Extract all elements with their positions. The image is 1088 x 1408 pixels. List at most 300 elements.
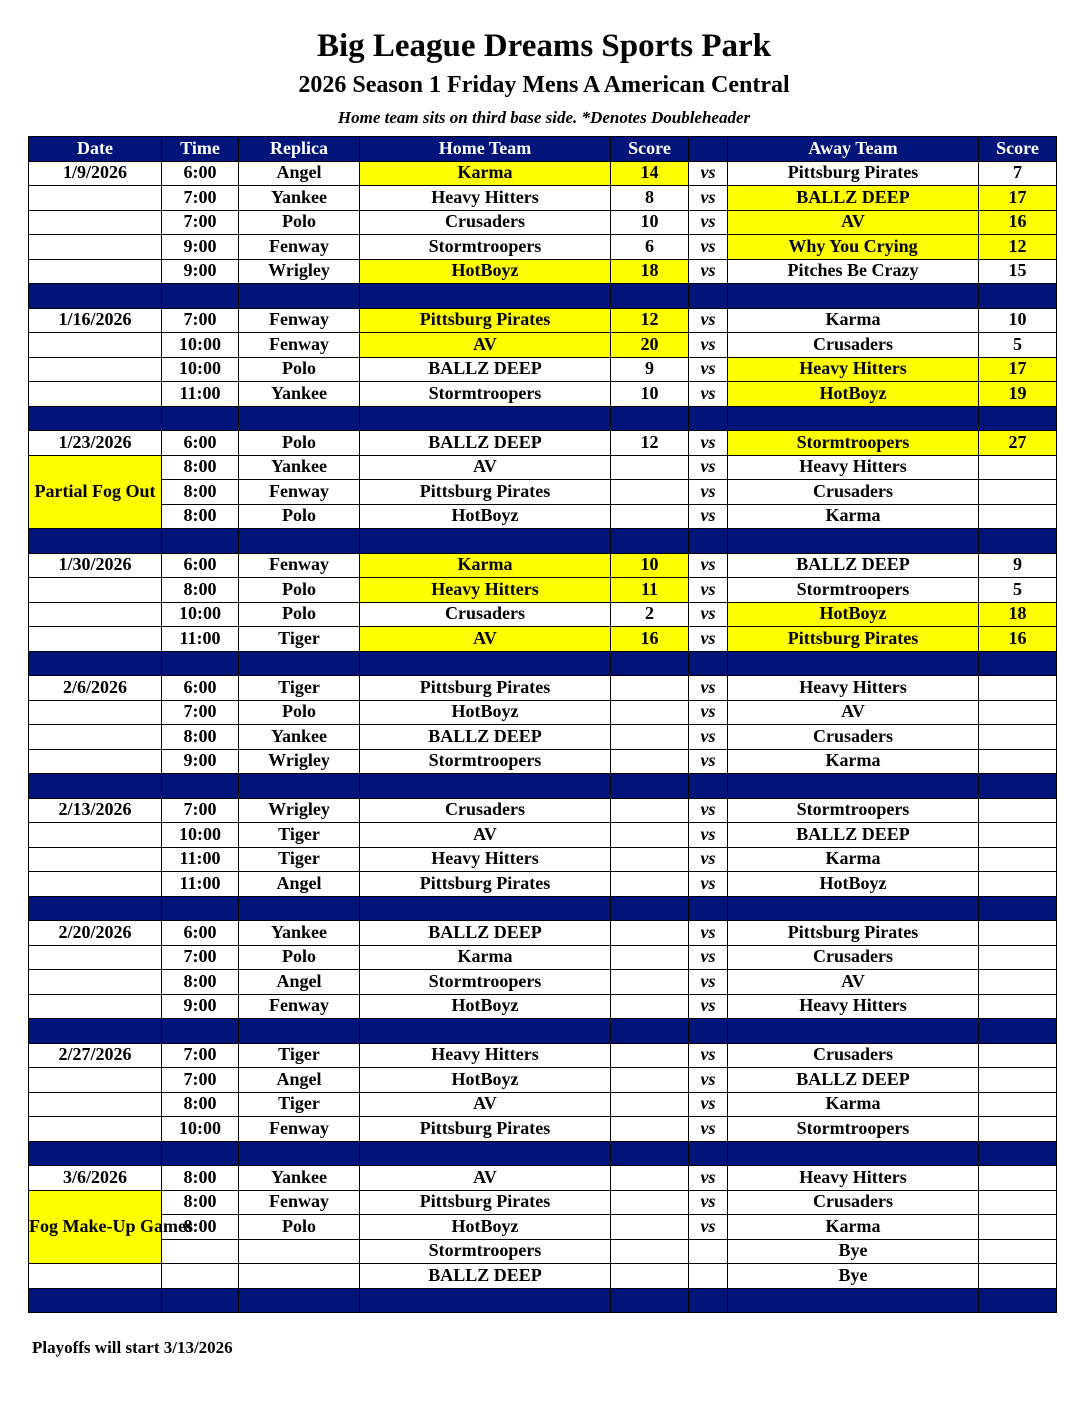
home-team: Stormtroopers xyxy=(360,970,611,995)
date-empty xyxy=(29,357,162,382)
table-row xyxy=(29,627,1057,652)
home-team: BALLZ DEEP xyxy=(360,357,611,382)
vs-label: vs xyxy=(689,259,728,284)
game-time: 6:00 xyxy=(162,161,239,186)
away-score xyxy=(979,921,1057,946)
vs-label: vs xyxy=(689,553,728,578)
separator-cell xyxy=(239,529,360,554)
game-time: 8:00 xyxy=(162,970,239,995)
table-row xyxy=(29,186,1057,211)
date-empty xyxy=(29,872,162,897)
away-team: Pittsburg Pirates xyxy=(728,627,979,652)
game-time: 8:00 xyxy=(162,1166,239,1191)
date-empty xyxy=(29,970,162,995)
vs-label: vs xyxy=(689,1117,728,1142)
separator-cell xyxy=(728,651,979,676)
home-team: Crusaders xyxy=(360,210,611,235)
game-date: 1/30/2026 xyxy=(29,553,162,578)
vs-label: vs xyxy=(689,700,728,725)
away-team: Why You Crying xyxy=(728,235,979,260)
vs-label xyxy=(689,1264,728,1289)
away-score xyxy=(979,1092,1057,1117)
home-score: 6 xyxy=(611,235,689,260)
away-team: Karma xyxy=(728,1092,979,1117)
home-score xyxy=(611,1068,689,1093)
game-time: 8:00 xyxy=(162,1092,239,1117)
away-score xyxy=(979,749,1057,774)
game-field: Fenway xyxy=(239,553,360,578)
away-score: 19 xyxy=(979,382,1057,407)
game-field: Fenway xyxy=(239,1190,360,1215)
separator-cell xyxy=(611,1019,689,1044)
home-score: 10 xyxy=(611,553,689,578)
date-empty xyxy=(29,700,162,725)
home-team: Karma xyxy=(360,161,611,186)
game-field: Wrigley xyxy=(239,798,360,823)
separator-cell xyxy=(728,774,979,799)
home-score xyxy=(611,798,689,823)
table-row xyxy=(29,210,1057,235)
separator-cell xyxy=(360,651,611,676)
separator-cell xyxy=(360,1141,611,1166)
away-score xyxy=(979,847,1057,872)
col-header-time: Time xyxy=(162,137,239,162)
away-score xyxy=(979,1190,1057,1215)
game-time: 7:00 xyxy=(162,1043,239,1068)
game-time: 10:00 xyxy=(162,602,239,627)
separator-cell xyxy=(728,896,979,921)
vs-label: vs xyxy=(689,1166,728,1191)
home-score: 12 xyxy=(611,308,689,333)
separator-cell xyxy=(611,406,689,431)
home-score xyxy=(611,970,689,995)
away-score: 5 xyxy=(979,333,1057,358)
date-empty xyxy=(29,945,162,970)
home-team: Karma xyxy=(360,553,611,578)
away-team: BALLZ DEEP xyxy=(728,823,979,848)
separator-cell xyxy=(239,1019,360,1044)
away-team: Heavy Hitters xyxy=(728,455,979,480)
away-score xyxy=(979,798,1057,823)
separator-cell xyxy=(689,284,728,309)
home-team: HotBoyz xyxy=(360,1215,611,1240)
away-score: 16 xyxy=(979,627,1057,652)
game-field: Polo xyxy=(239,602,360,627)
home-team: Pittsburg Pirates xyxy=(360,872,611,897)
separator-cell xyxy=(611,1141,689,1166)
game-time: 9:00 xyxy=(162,235,239,260)
game-date: 2/13/2026 xyxy=(29,798,162,823)
vs-label: vs xyxy=(689,186,728,211)
vs-label: vs xyxy=(689,970,728,995)
date-empty xyxy=(29,186,162,211)
game-time: 7:00 xyxy=(162,700,239,725)
away-team: AV xyxy=(728,210,979,235)
vs-label: vs xyxy=(689,1068,728,1093)
separator-cell xyxy=(239,284,360,309)
game-time: 11:00 xyxy=(162,847,239,872)
vs-label: vs xyxy=(689,578,728,603)
separator-cell xyxy=(979,1019,1057,1044)
date-empty xyxy=(29,749,162,774)
week-separator xyxy=(29,651,1057,676)
away-team: BALLZ DEEP xyxy=(728,553,979,578)
home-score xyxy=(611,945,689,970)
game-field: Polo xyxy=(239,431,360,456)
away-team: Heavy Hitters xyxy=(728,994,979,1019)
separator-cell xyxy=(162,1288,239,1313)
separator-cell xyxy=(689,529,728,554)
away-team: Bye xyxy=(728,1264,979,1289)
away-score xyxy=(979,504,1057,529)
home-score: 8 xyxy=(611,186,689,211)
date-empty xyxy=(29,210,162,235)
game-field: Tiger xyxy=(239,676,360,701)
schedule-note: Partial Fog Out xyxy=(29,455,162,529)
home-score: 11 xyxy=(611,578,689,603)
week-separator xyxy=(29,774,1057,799)
game-time: 10:00 xyxy=(162,823,239,848)
separator-cell xyxy=(728,1141,979,1166)
away-team: Heavy Hitters xyxy=(728,676,979,701)
page-subtitle: 2026 Season 1 Friday Mens A American Central xyxy=(298,72,790,98)
vs-label: vs xyxy=(689,1043,728,1068)
game-time: 7:00 xyxy=(162,308,239,333)
table-row xyxy=(29,872,1057,897)
vs-label: vs xyxy=(689,602,728,627)
home-score xyxy=(611,504,689,529)
separator-cell xyxy=(239,1141,360,1166)
home-score xyxy=(611,1239,689,1264)
table-row xyxy=(29,1043,1057,1068)
separator-cell xyxy=(979,651,1057,676)
away-score: 7 xyxy=(979,161,1057,186)
page-title: Big League Dreams Sports Park xyxy=(316,28,772,64)
game-field: Angel xyxy=(239,872,360,897)
table-row xyxy=(29,1239,1057,1264)
home-score xyxy=(611,921,689,946)
vs-label: vs xyxy=(689,382,728,407)
separator-cell xyxy=(689,774,728,799)
game-time: 10:00 xyxy=(162,333,239,358)
home-team: BALLZ DEEP xyxy=(360,725,611,750)
date-empty xyxy=(29,627,162,652)
home-team: Heavy Hitters xyxy=(360,578,611,603)
home-team: Stormtroopers xyxy=(360,382,611,407)
away-score xyxy=(979,700,1057,725)
game-time xyxy=(162,1239,239,1264)
game-time: 8:00 xyxy=(162,725,239,750)
separator-cell xyxy=(239,651,360,676)
game-field: Polo xyxy=(239,504,360,529)
vs-label: vs xyxy=(689,161,728,186)
game-time: 6:00 xyxy=(162,676,239,701)
game-time: 10:00 xyxy=(162,1117,239,1142)
game-field: Yankee xyxy=(239,186,360,211)
away-team: Karma xyxy=(728,847,979,872)
home-team: Pittsburg Pirates xyxy=(360,1117,611,1142)
away-score xyxy=(979,1215,1057,1240)
vs-label: vs xyxy=(689,945,728,970)
home-team: Karma xyxy=(360,945,611,970)
table-row xyxy=(29,308,1057,333)
date-empty xyxy=(29,1117,162,1142)
home-score xyxy=(611,749,689,774)
home-team: BALLZ DEEP xyxy=(360,921,611,946)
separator-cell xyxy=(979,284,1057,309)
game-time: 9:00 xyxy=(162,749,239,774)
game-field: Polo xyxy=(239,945,360,970)
away-team: Pitches Be Crazy xyxy=(728,259,979,284)
home-team: Stormtroopers xyxy=(360,749,611,774)
table-row xyxy=(29,1190,1057,1215)
separator-cell xyxy=(29,1141,162,1166)
home-score: 10 xyxy=(611,210,689,235)
table-row xyxy=(29,333,1057,358)
home-score: 18 xyxy=(611,259,689,284)
week-separator xyxy=(29,1288,1057,1313)
date-empty xyxy=(29,725,162,750)
game-field: Fenway xyxy=(239,333,360,358)
separator-cell xyxy=(29,284,162,309)
home-team: AV xyxy=(360,455,611,480)
separator-cell xyxy=(728,529,979,554)
game-field xyxy=(239,1239,360,1264)
game-field: Polo xyxy=(239,357,360,382)
home-team: Heavy Hitters xyxy=(360,847,611,872)
game-field: Tiger xyxy=(239,847,360,872)
away-team: Crusaders xyxy=(728,480,979,505)
table-row xyxy=(29,970,1057,995)
home-team: Stormtroopers xyxy=(360,1239,611,1264)
vs-label: vs xyxy=(689,921,728,946)
home-score xyxy=(611,676,689,701)
game-field: Yankee xyxy=(239,725,360,750)
away-score xyxy=(979,725,1057,750)
away-team: Crusaders xyxy=(728,333,979,358)
separator-cell xyxy=(611,651,689,676)
vs-label xyxy=(689,1239,728,1264)
game-time: 6:00 xyxy=(162,921,239,946)
game-field: Angel xyxy=(239,970,360,995)
separator-cell xyxy=(689,1019,728,1044)
away-team: Crusaders xyxy=(728,1190,979,1215)
game-field: Yankee xyxy=(239,382,360,407)
away-score xyxy=(979,480,1057,505)
game-field: Yankee xyxy=(239,1166,360,1191)
home-team: BALLZ DEEP xyxy=(360,1264,611,1289)
home-score: 20 xyxy=(611,333,689,358)
vs-label: vs xyxy=(689,872,728,897)
separator-cell xyxy=(162,284,239,309)
home-team: Pittsburg Pirates xyxy=(360,480,611,505)
game-time: 9:00 xyxy=(162,994,239,1019)
game-field: Wrigley xyxy=(239,259,360,284)
home-score xyxy=(611,700,689,725)
game-time: 11:00 xyxy=(162,382,239,407)
home-team: HotBoyz xyxy=(360,259,611,284)
date-empty xyxy=(29,823,162,848)
game-field: Tiger xyxy=(239,1043,360,1068)
home-score xyxy=(611,1117,689,1142)
separator-cell xyxy=(29,529,162,554)
week-separator xyxy=(29,896,1057,921)
separator-cell xyxy=(611,896,689,921)
home-score xyxy=(611,994,689,1019)
date-empty xyxy=(29,602,162,627)
week-separator xyxy=(29,284,1057,309)
separator-cell xyxy=(162,406,239,431)
game-field: Fenway xyxy=(239,480,360,505)
table-row xyxy=(29,1092,1057,1117)
away-score xyxy=(979,1043,1057,1068)
table-row xyxy=(29,676,1057,701)
schedule-table xyxy=(28,136,1057,1313)
game-time: 11:00 xyxy=(162,627,239,652)
table-row xyxy=(29,553,1057,578)
game-date: 3/6/2026 xyxy=(29,1166,162,1191)
table-row xyxy=(29,921,1057,946)
separator-cell xyxy=(239,1288,360,1313)
week-separator xyxy=(29,406,1057,431)
game-field: Fenway xyxy=(239,994,360,1019)
date-empty xyxy=(29,1068,162,1093)
game-field xyxy=(239,1264,360,1289)
vs-label: vs xyxy=(689,455,728,480)
game-field: Polo xyxy=(239,210,360,235)
home-team: Heavy Hitters xyxy=(360,1043,611,1068)
away-score: 18 xyxy=(979,602,1057,627)
home-team: AV xyxy=(360,1092,611,1117)
away-team: Karma xyxy=(728,749,979,774)
away-score xyxy=(979,676,1057,701)
vs-label: vs xyxy=(689,823,728,848)
away-score: 17 xyxy=(979,357,1057,382)
separator-cell xyxy=(239,896,360,921)
home-score xyxy=(611,1043,689,1068)
away-team: Stormtroopers xyxy=(728,578,979,603)
home-team: AV xyxy=(360,1166,611,1191)
game-time: 8:00 xyxy=(162,1215,239,1240)
home-team: Pittsburg Pirates xyxy=(360,308,611,333)
date-empty xyxy=(29,235,162,260)
game-field: Angel xyxy=(239,1068,360,1093)
game-time: 7:00 xyxy=(162,798,239,823)
table-row xyxy=(29,578,1057,603)
vs-label: vs xyxy=(689,847,728,872)
col-header-home-score: Score xyxy=(611,137,689,162)
home-score xyxy=(611,455,689,480)
vs-label: vs xyxy=(689,725,728,750)
away-score xyxy=(979,872,1057,897)
away-team: AV xyxy=(728,700,979,725)
away-team: Crusaders xyxy=(728,945,979,970)
separator-cell xyxy=(239,406,360,431)
separator-cell xyxy=(611,1288,689,1313)
vs-label: vs xyxy=(689,504,728,529)
game-time xyxy=(162,1264,239,1289)
week-separator xyxy=(29,1019,1057,1044)
col-header-vs xyxy=(689,137,728,162)
separator-cell xyxy=(979,406,1057,431)
away-team: BALLZ DEEP xyxy=(728,186,979,211)
separator-cell xyxy=(360,1019,611,1044)
col-header-away-score: Score xyxy=(979,137,1057,162)
vs-label: vs xyxy=(689,627,728,652)
separator-cell xyxy=(728,284,979,309)
home-team: Pittsburg Pirates xyxy=(360,1190,611,1215)
home-team: AV xyxy=(360,627,611,652)
separator-cell xyxy=(360,529,611,554)
game-time: 9:00 xyxy=(162,259,239,284)
home-team: Heavy Hitters xyxy=(360,186,611,211)
home-score xyxy=(611,1264,689,1289)
away-score: 17 xyxy=(979,186,1057,211)
separator-cell xyxy=(360,1288,611,1313)
separator-cell xyxy=(162,896,239,921)
table-row xyxy=(29,259,1057,284)
away-team: Pittsburg Pirates xyxy=(728,161,979,186)
date-empty xyxy=(29,1092,162,1117)
home-score xyxy=(611,847,689,872)
home-score xyxy=(611,1190,689,1215)
home-team: HotBoyz xyxy=(360,700,611,725)
table-row xyxy=(29,945,1057,970)
game-field: Fenway xyxy=(239,1117,360,1142)
away-team: Heavy Hitters xyxy=(728,357,979,382)
separator-cell xyxy=(689,896,728,921)
away-score: 9 xyxy=(979,553,1057,578)
away-score xyxy=(979,823,1057,848)
col-header-home-team: Home Team xyxy=(360,137,611,162)
away-team: AV xyxy=(728,970,979,995)
game-time: 8:00 xyxy=(162,504,239,529)
home-score xyxy=(611,1215,689,1240)
vs-label: vs xyxy=(689,1092,728,1117)
table-row xyxy=(29,1264,1057,1289)
col-header-date: Date xyxy=(29,137,162,162)
table-row xyxy=(29,504,1057,529)
separator-cell xyxy=(29,1288,162,1313)
home-team: AV xyxy=(360,333,611,358)
away-score xyxy=(979,1166,1057,1191)
away-score: 5 xyxy=(979,578,1057,603)
home-score xyxy=(611,1166,689,1191)
away-score xyxy=(979,455,1057,480)
separator-cell xyxy=(979,896,1057,921)
vs-label: vs xyxy=(689,235,728,260)
separator-cell xyxy=(360,774,611,799)
date-empty xyxy=(29,333,162,358)
date-empty xyxy=(29,994,162,1019)
table-row xyxy=(29,235,1057,260)
home-score xyxy=(611,725,689,750)
game-field: Yankee xyxy=(239,921,360,946)
away-team: Karma xyxy=(728,1215,979,1240)
vs-label: vs xyxy=(689,749,728,774)
table-row xyxy=(29,700,1057,725)
home-team: Crusaders xyxy=(360,798,611,823)
table-row xyxy=(29,455,1057,480)
game-time: 6:00 xyxy=(162,553,239,578)
page-note: Home team sits on third base side. *Denotes Doubleheader xyxy=(337,108,751,127)
separator-cell xyxy=(360,284,611,309)
vs-label: vs xyxy=(689,333,728,358)
vs-label: vs xyxy=(689,357,728,382)
game-time: 6:00 xyxy=(162,431,239,456)
table-row xyxy=(29,431,1057,456)
col-header-replica: Replica xyxy=(239,137,360,162)
